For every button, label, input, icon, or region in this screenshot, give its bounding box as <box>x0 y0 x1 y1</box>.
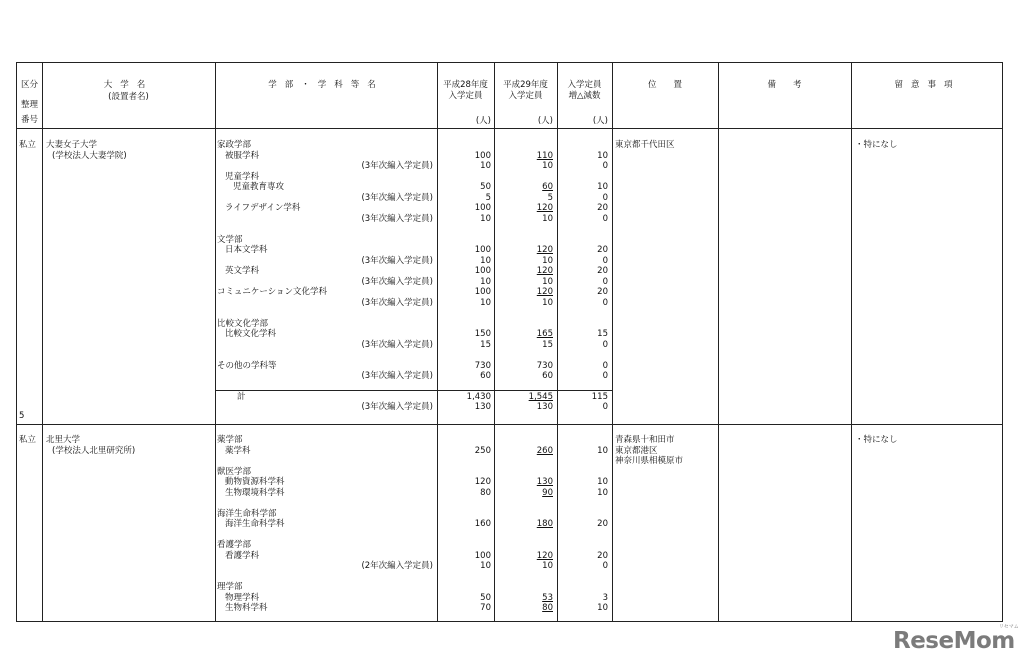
faculty-name: 海洋生命科学部 <box>217 508 277 519</box>
total-sub-diff: 0 <box>602 402 608 412</box>
quota-change: 10 <box>597 603 608 613</box>
h29-quota: 120 <box>536 203 553 213</box>
h28-quota: 730 <box>474 360 491 371</box>
quota-change: 10 <box>597 445 608 456</box>
h28-quota: 70 <box>480 603 491 613</box>
unit-h28: (人) <box>475 116 491 126</box>
h28-quota: 10 <box>480 213 491 224</box>
quota-change: 20 <box>597 245 608 255</box>
block-rule <box>17 424 1002 425</box>
header-seiri: 整理 <box>20 100 38 110</box>
quota-change: 10 <box>597 487 608 498</box>
faculty-name: 文学部 <box>217 234 243 245</box>
h29-quota: 10 <box>542 213 553 224</box>
transfer-quota-label: (3年次編入学定員) <box>361 339 433 350</box>
department-name: 被服学科 <box>225 150 260 161</box>
h28-quota: 10 <box>480 561 491 571</box>
block1-number: 5 <box>19 411 25 421</box>
total-sub-label: (3年次編入学定員) <box>361 402 433 412</box>
block2-setchisha: (学校法人北里研究所) <box>52 446 136 456</box>
block2-location-3: 神奈川県相模原市 <box>615 456 684 466</box>
h29-quota: 10 <box>542 276 553 287</box>
h29-quota: 10 <box>542 297 553 308</box>
total-rule <box>215 390 612 391</box>
h29-quota: 60 <box>542 371 553 381</box>
transfer-quota-label: (3年次編入学定員) <box>361 213 433 224</box>
col-rule <box>851 63 852 621</box>
department-name: 薬学科 <box>225 445 251 456</box>
transfer-quota-label: (3年次編入学定員) <box>361 297 433 308</box>
quota-change: 0 <box>602 192 608 203</box>
h28-quota: 120 <box>474 477 491 487</box>
department-name: 看護学科 <box>225 550 260 561</box>
quota-change: 15 <box>597 329 608 339</box>
h29-quota: 120 <box>536 266 553 276</box>
h29-quota: 110 <box>536 150 553 161</box>
quota-change: 0 <box>602 561 608 571</box>
quota-change: 10 <box>597 477 608 487</box>
quota-change: 10 <box>597 150 608 161</box>
department-name: 比較文化学科 <box>225 329 277 339</box>
header-h28-2: 入学定員 <box>448 91 483 101</box>
header-setchisha: (設置者名) <box>108 92 149 102</box>
total-sub-h28: 130 <box>474 402 491 412</box>
department-name: 物理学科 <box>225 592 260 603</box>
faculty-name: 理学部 <box>217 582 243 592</box>
faculty-name: 家政学部 <box>217 140 252 150</box>
quota-change: 0 <box>602 213 608 224</box>
col-rule <box>718 63 719 621</box>
quota-change: 10 <box>597 182 608 192</box>
h28-quota: 50 <box>480 182 491 192</box>
h29-quota: 10 <box>542 561 553 571</box>
department-name: 児童教育専攻 <box>233 182 285 192</box>
faculty-name: 獣医学部 <box>217 466 252 477</box>
department-name: 生物科学科 <box>225 603 268 613</box>
h29-quota: 120 <box>536 550 553 561</box>
block2-location-1: 青森県十和田市 <box>615 435 675 445</box>
h28-quota: 100 <box>474 203 491 213</box>
quota-change: 20 <box>597 203 608 213</box>
header-biko: 備 考 <box>767 80 802 90</box>
header-h29-1: 平成29年度 <box>503 80 548 90</box>
h28-quota: 100 <box>474 150 491 161</box>
h28-quota: 10 <box>480 297 491 308</box>
total-diff: 115 <box>591 392 608 402</box>
block1-kubun: 私立 <box>19 140 37 150</box>
h29-quota: 730 <box>536 360 553 371</box>
quota-change: 0 <box>602 276 608 287</box>
h28-quota: 250 <box>474 445 491 456</box>
department-name: 動物資源科学科 <box>225 477 285 487</box>
quota-change: 0 <box>602 371 608 381</box>
h29-quota: 10 <box>542 161 553 171</box>
unit-h29: (人) <box>537 116 553 126</box>
transfer-quota-label: (3年次編入学定員) <box>361 161 433 171</box>
faculty-name: 看護学部 <box>217 540 252 550</box>
h28-quota: 150 <box>474 329 491 339</box>
unit-diff: (人) <box>592 116 608 126</box>
enrollment-table <box>16 62 1003 622</box>
quota-change: 0 <box>602 255 608 266</box>
h28-quota: 60 <box>480 371 491 381</box>
department-name: ライフデザイン学科 <box>225 203 301 213</box>
total-h29: 1,545 <box>528 392 553 402</box>
total-h28: 1,430 <box>466 392 491 402</box>
department-name: 生物環境科学科 <box>225 487 285 498</box>
header-ryui: 留意事項 <box>894 80 961 90</box>
block1-university-name: 大妻女子大学 <box>46 140 98 150</box>
h29-quota: 120 <box>536 245 553 255</box>
block1-setchisha: (学校法人大妻学院) <box>52 151 127 161</box>
col-rule <box>612 63 613 621</box>
h29-quota: 5 <box>547 192 553 203</box>
h28-quota: 80 <box>480 487 491 498</box>
h28-quota: 100 <box>474 550 491 561</box>
total-sub-h29: 130 <box>536 402 553 412</box>
block2-kubun: 私立 <box>19 435 37 445</box>
h29-quota: 120 <box>536 287 553 297</box>
header-kubun: 区分 <box>20 80 38 90</box>
block2-notes: ・特になし <box>855 435 898 445</box>
quota-change: 0 <box>602 161 608 171</box>
faculty-name: 薬学部 <box>217 435 243 445</box>
h29-quota: 260 <box>536 445 553 456</box>
quota-change: 3 <box>602 592 608 603</box>
quota-change: 20 <box>597 519 608 529</box>
h29-quota: 60 <box>542 182 553 192</box>
h29-quota: 80 <box>542 603 553 613</box>
transfer-quota-label: (3年次編入学定員) <box>361 192 433 203</box>
h28-quota: 50 <box>480 592 491 603</box>
header-gakubu: 学部・学科等名 <box>268 80 384 90</box>
quota-change: 0 <box>602 297 608 308</box>
block2-university-name: 北里大学 <box>46 435 81 445</box>
quota-change: 0 <box>602 360 608 371</box>
h29-quota: 180 <box>536 519 553 529</box>
header-rule <box>17 128 1002 129</box>
faculty-name: 比較文化学部 <box>217 318 269 329</box>
faculty-name: コミュニケーション文化学科 <box>217 287 327 297</box>
h28-quota: 160 <box>474 519 491 529</box>
logo-text: ReseMom <box>893 628 1015 654</box>
quota-change: 20 <box>597 550 608 561</box>
department-name: 海洋生命科学科 <box>225 519 285 529</box>
department-name: 英文学科 <box>225 266 260 276</box>
department-name: 日本文学科 <box>225 245 268 255</box>
faculty-name: その他の学科等 <box>217 360 277 371</box>
block2-location-2: 東京都港区 <box>615 445 658 456</box>
h28-quota: 100 <box>474 287 491 297</box>
header-bango: 番号 <box>20 115 38 125</box>
block1-location: 東京都千代田区 <box>615 140 675 150</box>
block1-notes: ・特になし <box>855 140 898 150</box>
transfer-quota-label: (3年次編入学定員) <box>361 276 433 287</box>
header-h29-2: 入学定員 <box>508 91 543 101</box>
h28-quota: 10 <box>480 255 491 266</box>
h28-quota: 5 <box>485 192 491 203</box>
department-name: 児童学科 <box>225 171 260 182</box>
h29-quota: 10 <box>542 255 553 266</box>
h29-quota: 130 <box>536 477 553 487</box>
h28-quota: 100 <box>474 245 491 255</box>
transfer-quota-label: (3年次編入学定員) <box>361 255 433 266</box>
header-h28-1: 平成28年度 <box>443 80 488 90</box>
h28-quota: 100 <box>474 266 491 276</box>
header-ichi: 位 置 <box>647 80 682 90</box>
col-rule <box>42 63 43 621</box>
h28-quota: 10 <box>480 161 491 171</box>
h29-quota: 165 <box>536 329 553 339</box>
h29-quota: 15 <box>542 339 553 350</box>
quota-change: 20 <box>597 287 608 297</box>
quota-change: 0 <box>602 339 608 350</box>
header-diff-1: 入学定員 <box>567 80 602 90</box>
resemom-logo <box>893 624 1019 654</box>
transfer-quota-label: (3年次編入学定員) <box>361 371 433 381</box>
header-daigakumei: 大学名 <box>103 80 154 90</box>
h28-quota: 10 <box>480 276 491 287</box>
h29-quota: 90 <box>542 487 553 498</box>
header-diff-2: 増△減数 <box>568 91 601 101</box>
logo-ruby: リセマム <box>998 624 1019 630</box>
quota-change: 20 <box>597 266 608 276</box>
h29-quota: 53 <box>542 592 553 603</box>
total-label: 計 <box>237 392 246 402</box>
transfer-quota-label: (2年次編入学定員) <box>361 561 433 571</box>
h28-quota: 15 <box>480 339 491 350</box>
